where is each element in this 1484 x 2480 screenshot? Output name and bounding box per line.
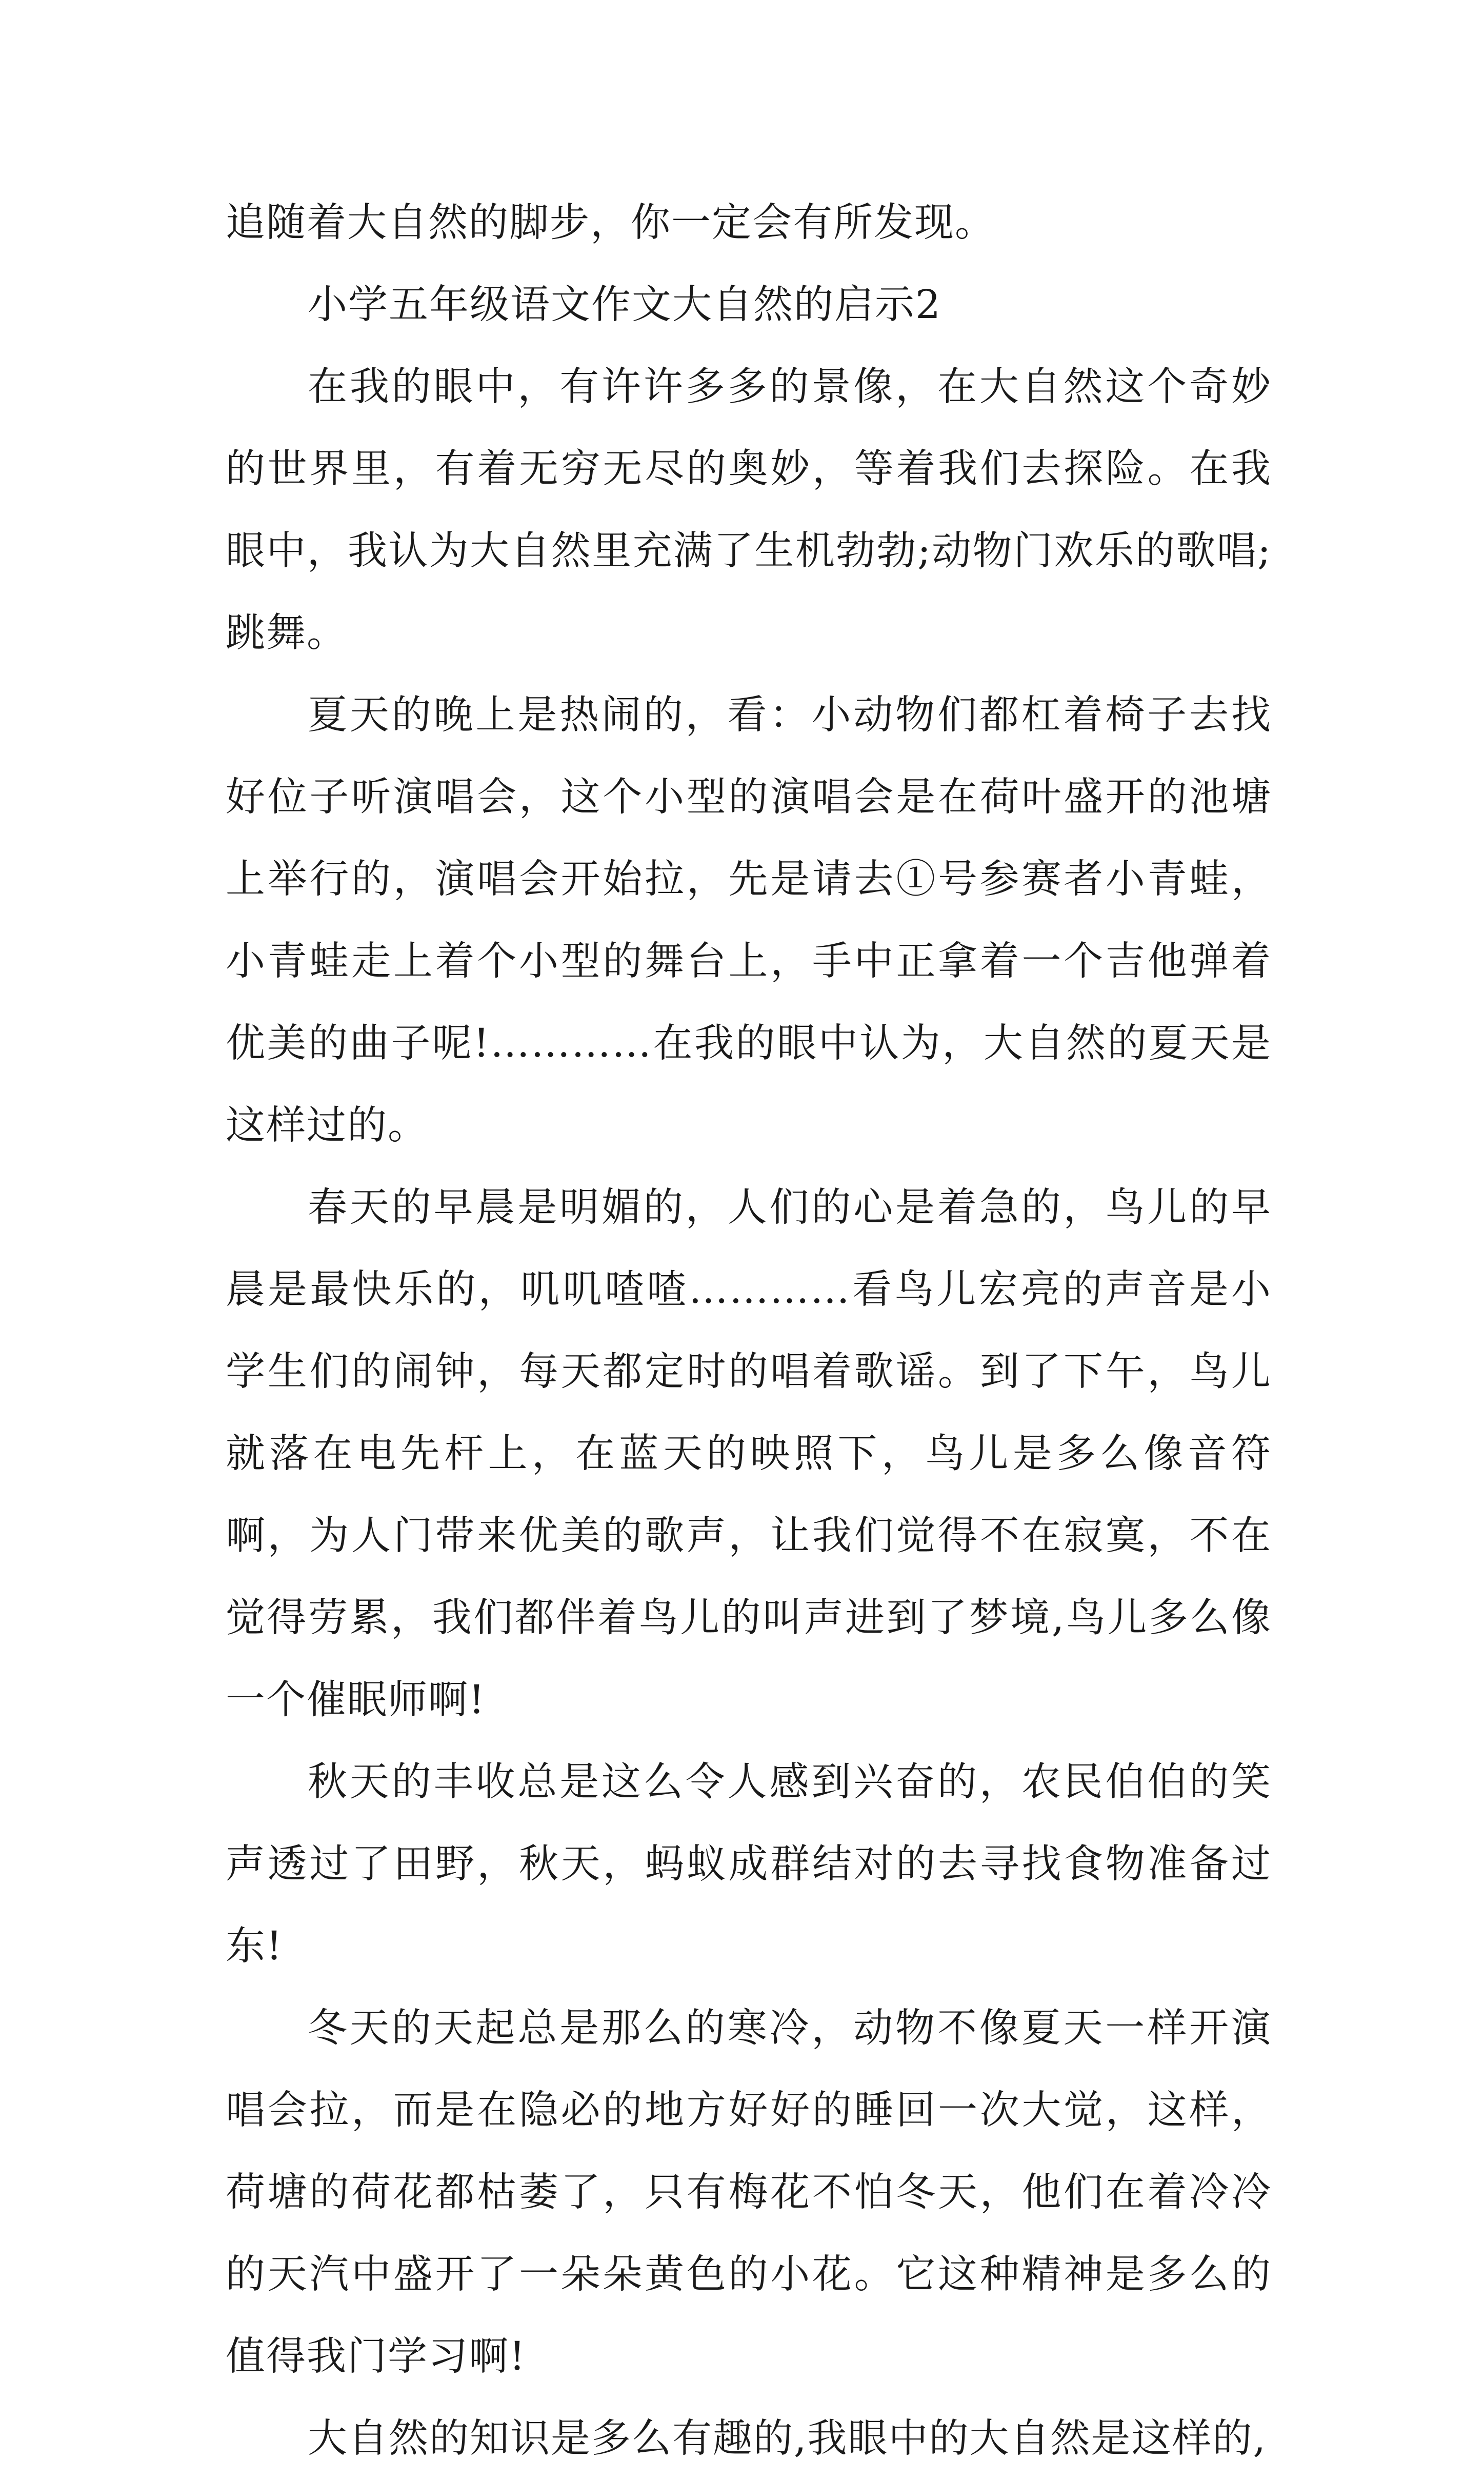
paragraph-spring: 春天的早晨是明媚的，人们的心是着急的，鸟儿的早晨是最快乐的，叽叽喳喳…………看鸟儿宏亮的声音是小学生们的闹钟，每天都定时的唱着歌谣。到了下午，鸟儿就落在电先杆上，在蓝天的映照下，鸟儿是多么像音符啊，为人门带来优美的歌声，让我们觉得不在寂寞，不在觉得劳累，我们都伴着鸟儿的叫声进到了梦境,鸟儿多么像一个催眠师啊! — [226, 1185, 1272, 1723]
paragraph-intro-end: 追随着大自然的脚步，你一定会有所发现。 — [226, 200, 995, 246]
essay-title: 小学五年级语文作文大自然的启示2 — [308, 282, 941, 328]
document-body — [226, 182, 1272, 2480]
paragraph-summer: 夏天的晚上是热闹的，看：小动物们都杠着椅子去找好位子听演唱会，这个小型的演唱会是在荷叶盛开的池塘上举行的，演唱会开始拉，先是请去①号参赛者小青蛙，小青蛙走上着个小型的舞台上，手中正拿着一个吉他弹着优美的曲子呢!…………在我的眼中认为，大自然的夏天是这样过的。 — [226, 692, 1272, 1148]
paragraph-autumn: 秋天的丰收总是这么令人感到兴奋的，农民伯伯的笑声透过了田野，秋天，蚂蚁成群结对的去寻找食物准备过东! — [226, 1759, 1272, 1969]
paragraph-winter: 冬天的天起总是那么的寒冷，动物不像夏天一样开演唱会拉，而是在隐必的地方好好的睡回一次大觉，这样，荷塘的荷花都枯萎了，只有梅花不怕冬天，他们在着冷冷的天汽中盛开了一朵朵黄色的小花。它这种精神是多么的值得我门学习啊! — [226, 2006, 1272, 2379]
paragraph-conclusion: 大自然的知识是多么有趣的,我眼中的大自然是这样的, — [308, 2416, 1267, 2462]
paragraph: 在我的眼中，有许许多多的景像，在大自然这个奇妙的世界里，有着无穷无尽的奥妙，等着我们去探险。在我眼中，我认为大自然里充满了生机勃勃;动物门欢乐的歌唱;跳舞。 — [226, 364, 1272, 656]
